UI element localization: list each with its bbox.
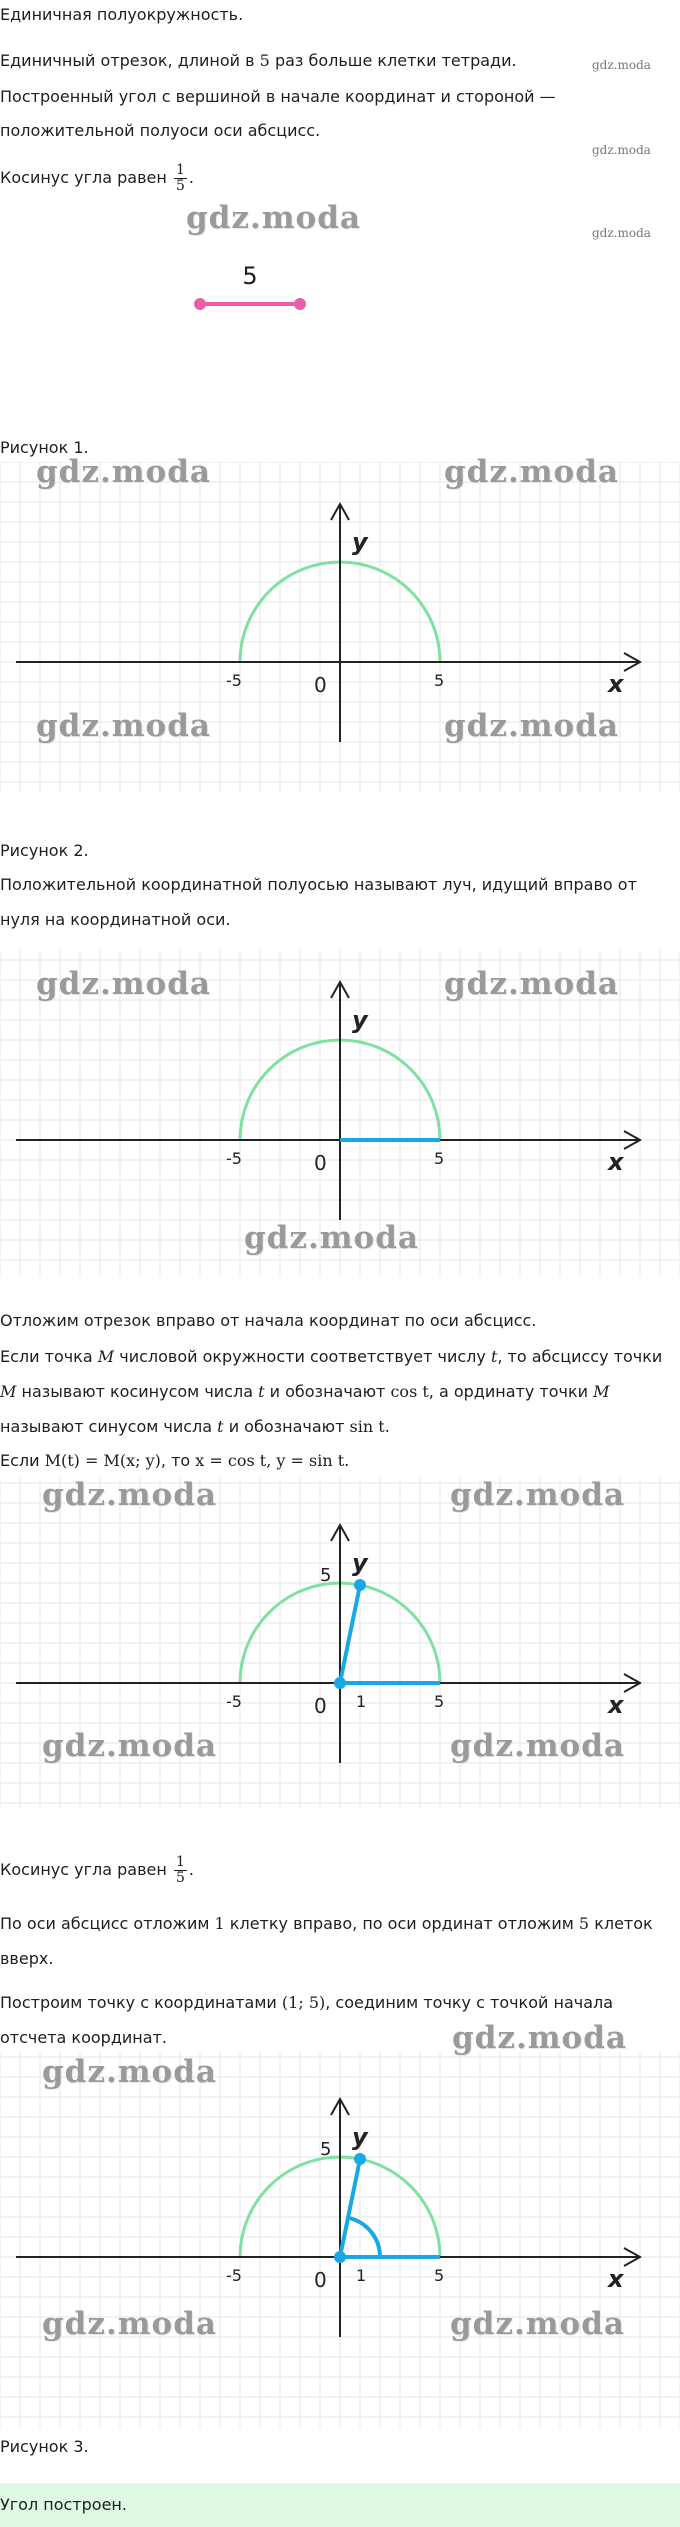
watermark-small: gdz.moda [592,58,651,72]
x-axis-label: x [608,1691,624,1719]
text: называют синусом числа [0,1417,213,1436]
text: числовой окружности соответствует числу [119,1347,486,1366]
cosine-suffix: . [188,1860,194,1879]
text: Если точка [0,1347,93,1366]
section4-line-1 [0,1913,653,1935]
point-1-5 [354,2153,366,2165]
fraction-denominator: 5 [175,1870,185,1886]
watermark-large: gdz.moda [444,966,619,1002]
watermark-large: gdz.moda [42,2054,217,2090]
cosine-fraction [174,163,187,194]
origin-label: 0 [314,673,327,697]
caption-figure-1: Рисунок 1. [0,438,89,457]
conclusion-text: Угол построен. [0,2495,127,2514]
x-tick-label-5: 5 [434,2266,445,2285]
text: и обозначают [228,1417,345,1436]
watermark-large: gdz.moda [450,2306,625,2342]
watermark-large: gdz.moda [444,454,619,490]
watermark-large: gdz.moda [186,200,361,236]
x-tick-label-neg5: -5 [226,2266,242,2285]
watermark-large: gdz.moda [36,454,211,490]
cosine-statement [0,160,194,196]
angle-side-ray [340,1585,360,1683]
math-cos-t: cos t [390,1382,429,1401]
watermark-large: gdz.moda [444,708,619,744]
x-axis-label: x [608,670,624,698]
text: , а ординату точки [428,1382,589,1401]
x-tick-label-5: 5 [434,1149,445,1168]
watermark-large: gdz.moda [450,1477,625,1513]
coordinate-grid [0,2052,680,2427]
origin-point [334,2251,346,2263]
conclusion-banner [0,2483,680,2527]
math-sin-t: sin t [349,1417,385,1436]
x-tick-label-neg5: -5 [226,1692,242,1711]
section3-line-5 [0,1450,349,1472]
math-t: t [490,1347,498,1366]
unit-segment-figure [180,258,320,318]
segment-endpoint-right [294,298,306,310]
math-M: M [0,1382,17,1401]
origin-label: 0 [314,2268,327,2292]
positive-semiaxis-line-2: нуля на координатной оси. [0,910,231,929]
watermark-large: gdz.moda [452,2020,627,2056]
x-axis-label: x [608,1148,624,1176]
caption-figure-2: Рисунок 2. [0,841,89,860]
x-tick-label-neg5: -5 [226,671,242,690]
section4-line-2: вверх. [0,1949,54,1968]
math-expression: x = cos t, y = sin t [195,1451,345,1470]
text: , то [160,1451,191,1470]
section3-line-1: Отложим отрезок вправо от начала координат по оси абсцисс. [0,1311,537,1330]
watermark-large: gdz.moda [42,1477,217,1513]
fraction-denominator: 5 [175,178,185,194]
text: клетку вправо, по оси ординат отложим [229,1914,574,1933]
watermark-small: gdz.moda [592,143,651,157]
math-M: M [593,1382,610,1401]
fraction-numerator: 1 [175,1854,185,1870]
y-axis-label: y [352,1006,368,1034]
watermark-large: gdz.moda [36,708,211,744]
math-expression: M(t) = M(x; y) [44,1451,161,1470]
x-tick-label-5: 5 [434,671,445,690]
math-number: 1 [214,1914,225,1933]
math-point: (1; 5) [281,1993,326,2012]
caption-figure-3: Рисунок 3. [0,2437,89,2456]
text: , то абсциссу точки [497,1347,663,1366]
y-axis-label: y [352,1549,368,1577]
segment-label: 5 [242,262,258,290]
origin-label: 0 [314,1151,327,1175]
math-t: t [258,1382,265,1401]
x-tick-label-neg5: -5 [226,1149,242,1168]
watermark-large: gdz.moda [42,2306,217,2342]
fraction-numerator: 1 [175,162,185,178]
text: Построим точку с координатами [0,1993,277,2012]
text: Если [0,1451,40,1470]
section3-line-2 [0,1346,662,1368]
math-number: 5 [578,1914,590,1933]
y-axis-label: y [352,2123,368,2151]
figure-3 [0,2052,680,2427]
angle-side-ray [340,2159,360,2257]
watermark-small: gdz.moda [592,226,651,240]
origin-label: 0 [314,1694,327,1718]
section4-line-3 [0,1992,613,2014]
x-tick-label-1: 1 [356,1692,367,1711]
y-tick-label-5: 5 [320,1565,332,1587]
origin-point [334,1677,346,1689]
text: . [384,1417,390,1436]
unit-length-line [0,50,517,72]
watermark-large: gdz.moda [244,1220,419,1256]
y-tick-label-5: 5 [320,2139,332,2161]
section4-line-4: отсчета координат. [0,2028,167,2047]
x-tick-label-5: 5 [434,1692,445,1711]
text: По оси абсцисс отложим [0,1914,210,1933]
segment-endpoint-left [194,298,206,310]
text: клеток [594,1914,653,1933]
watermark-large: gdz.moda [42,1728,217,1764]
unit-length-text-b: раз больше клетки тетради. [274,51,517,70]
point-1-5 [354,1579,366,1591]
x-tick-label-1: 1 [356,2266,367,2285]
math-t: t [217,1417,224,1436]
cosine-prefix: Косинус угла равен [0,1860,167,1879]
angle-line-1: Построенный угол с вершиной в начале координат и стороной — [0,87,556,106]
text: . [344,1451,350,1470]
y-axis-label: y [352,528,368,556]
cosine-statement-2 [0,1852,194,1888]
text: и обозначают [269,1382,386,1401]
section3-line-3 [0,1381,610,1403]
text: называют косинусом числа [21,1382,253,1401]
x-axis-label: x [608,2265,624,2293]
watermark-large: gdz.moda [36,966,211,1002]
unit-length-text-a: Единичный отрезок, длиной в [0,51,255,70]
watermark-large: gdz.moda [450,1728,625,1764]
text: , соединим точку с точкой начала [325,1993,614,2012]
angle-line-2: положительной полуоси оси абсцисс. [0,121,321,140]
unit-length-number: 5 [259,51,270,70]
math-M: M [97,1347,115,1366]
intro-title: Единичная полуокружность. [0,5,244,24]
positive-semiaxis-line-1: Положительной координатной полуосью называют луч, идущий вправо от [0,875,637,894]
cosine-fraction [174,1855,187,1886]
cosine-suffix: . [188,168,194,187]
section3-line-4 [0,1416,390,1438]
cosine-prefix: Косинус угла равен [0,168,167,187]
